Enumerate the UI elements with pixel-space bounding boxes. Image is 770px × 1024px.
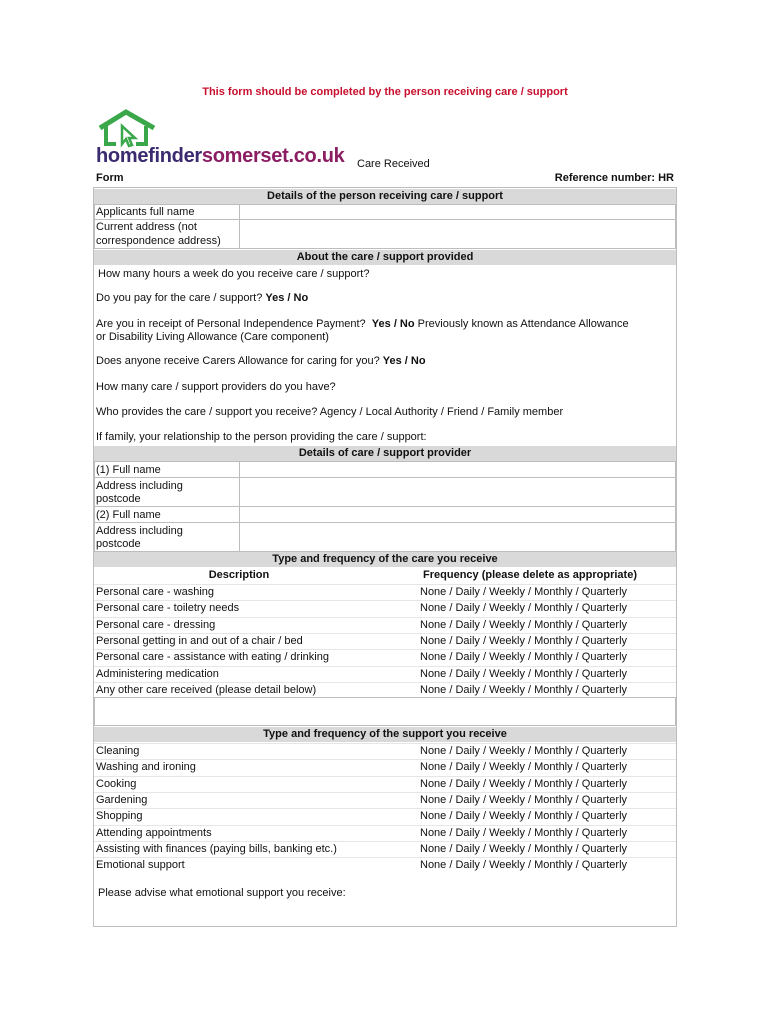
question-pay-text: Do you pay for the care / support? — [96, 292, 263, 304]
question-pip-line2: or Disability Living Allowance (Care component) — [96, 331, 329, 343]
care-row-label: Personal care - toiletry needs — [96, 602, 240, 615]
care-row-frequency[interactable]: None / Daily / Weekly / Monthly / Quarterly — [420, 586, 628, 598]
provider2-name-label: (2) Full name — [96, 509, 161, 521]
form-notice: This form should be completed by the person receiving care / support — [202, 86, 568, 98]
section-provider-header: Details of care / support provider — [94, 446, 676, 461]
support-row-label: Attending appointments — [96, 826, 212, 839]
form-word: Form — [96, 172, 124, 184]
provider2-address-field[interactable] — [239, 522, 676, 552]
provider2-address-label-1: Address including — [96, 525, 183, 537]
question-pip-tail: Previously known as Attendance Allowance — [417, 318, 629, 330]
care-row-label: Administering medication — [96, 667, 219, 680]
care-row-label: Any other care received (please detail below) — [96, 683, 317, 696]
care-row-frequency[interactable]: None / Daily / Weekly / Monthly / Quarterly — [420, 683, 628, 696]
support-row-frequency[interactable]: None / Daily / Weekly / Monthly / Quarterly — [420, 826, 628, 839]
brand-part-2: somerset.co.uk — [201, 145, 345, 167]
provider2-address-label-cell — [94, 522, 240, 552]
support-row-frequency[interactable]: None / Daily / Weekly / Monthly / Quarterly — [420, 777, 628, 790]
care-row-frequency[interactable]: None / Daily / Weekly / Monthly / Quarterly — [420, 667, 628, 680]
section-about-header: About the care / support provided — [94, 250, 676, 265]
care-row-frequency[interactable]: None / Daily / Weekly / Monthly / Quarterly — [420, 651, 628, 664]
provider1-name-label: (1) Full name — [96, 464, 161, 476]
support-row-frequency[interactable]: None / Daily / Weekly / Monthly / Quarterly — [420, 793, 628, 806]
support-row-label: Cleaning — [96, 745, 140, 757]
care-row-label: Personal care - dressing — [96, 618, 216, 631]
care-row-frequency[interactable]: None / Daily / Weekly / Monthly / Quarterly — [420, 634, 628, 647]
care-description-header: Description — [208, 569, 270, 581]
support-row-frequency[interactable]: None / Daily / Weekly / Monthly / Quarterly — [420, 859, 628, 872]
current-address-label-2: correspondence address) — [96, 235, 221, 247]
support-row-frequency[interactable]: None / Daily / Weekly / Monthly / Quarterly — [420, 761, 628, 774]
current-address-label-cell — [94, 219, 240, 249]
provider1-name-field[interactable] — [239, 461, 676, 478]
care-row-label: Personal care - assistance with eating / drinking — [96, 651, 329, 664]
question-family: If family, your relationship to the person providing the care / support: — [96, 431, 427, 443]
question-pay — [96, 292, 672, 305]
section-person-header: Details of the person receiving care / support — [94, 189, 676, 204]
provider2-address-label-2: postcode — [96, 538, 141, 550]
applicant-name-label: Applicants full name — [96, 206, 195, 218]
brand-part-1: homefinder — [96, 145, 202, 167]
provider1-address-label-2: postcode — [96, 493, 141, 505]
applicant-name-label-cell — [94, 204, 240, 220]
emotional-support-prompt: Please advise what emotional support you receive: — [98, 887, 346, 899]
reference-number: Reference number: HR — [554, 172, 674, 184]
section-support-header: Type and frequency of the support you receive — [94, 727, 676, 742]
question-who: Who provides the care / support you receive? Agency / Local Authority / Friend / Family member — [96, 406, 564, 418]
form-title: Care Received — [357, 158, 430, 170]
support-row-label: Assisting with finances (paying bills, banking etc.) — [96, 842, 337, 855]
section-care-header: Type and frequency of the care you receive — [94, 552, 676, 567]
emotional-support-field[interactable] — [94, 882, 676, 926]
question-hours: How many hours a week do you receive care / support? — [98, 268, 370, 280]
question-carers — [96, 355, 672, 368]
support-row-label: Washing and ironing — [96, 761, 196, 774]
provider2-name-label-cell — [94, 506, 240, 523]
provider2-name-field[interactable] — [239, 506, 676, 523]
house-logo-icon — [96, 108, 160, 148]
support-row-frequency[interactable]: None / Daily / Weekly / Monthly / Quarterly — [420, 842, 628, 855]
support-row-frequency[interactable]: None / Daily / Weekly / Monthly / Quarterly — [420, 745, 628, 757]
provider1-address-label-cell — [94, 477, 240, 507]
question-providers: How many care / support providers do you have? — [96, 381, 336, 393]
applicant-name-field[interactable] — [239, 204, 676, 220]
provider1-name-label-cell — [94, 461, 240, 478]
support-row-label: Gardening — [96, 793, 148, 806]
support-row-label: Cooking — [96, 777, 137, 790]
current-address-field[interactable] — [239, 219, 676, 249]
provider1-address-label-1: Address including — [96, 480, 183, 492]
carers-yes-no[interactable]: Yes / No — [382, 355, 426, 367]
care-row-label: Personal getting in and out of a chair / bed — [96, 634, 303, 647]
care-frequency-header: Frequency (please delete as appropriate) — [423, 569, 637, 581]
other-care-details-field[interactable] — [94, 697, 676, 726]
provider1-address-field[interactable] — [239, 477, 676, 507]
question-pip-text: Are you in receipt of Personal Independence Payment? — [96, 318, 366, 330]
support-row-frequency[interactable]: None / Daily / Weekly / Monthly / Quarterly — [420, 810, 628, 823]
care-row-frequency[interactable]: None / Daily / Weekly / Monthly / Quarterly — [420, 602, 628, 615]
current-address-label-1: Current address (not — [96, 221, 197, 233]
care-row-frequency[interactable]: None / Daily / Weekly / Monthly / Quarterly — [420, 618, 628, 631]
care-row-label: Personal care - washing — [96, 586, 215, 598]
support-row-label: Emotional support — [96, 859, 185, 872]
question-pip — [96, 318, 672, 331]
support-row-label: Shopping — [96, 810, 143, 823]
pip-yes-no[interactable]: Yes / No — [371, 318, 415, 330]
pay-yes-no[interactable]: Yes / No — [265, 292, 309, 304]
brand-logo — [96, 145, 344, 168]
question-carers-text: Does anyone receive Carers Allowance for caring for you? — [96, 355, 380, 367]
